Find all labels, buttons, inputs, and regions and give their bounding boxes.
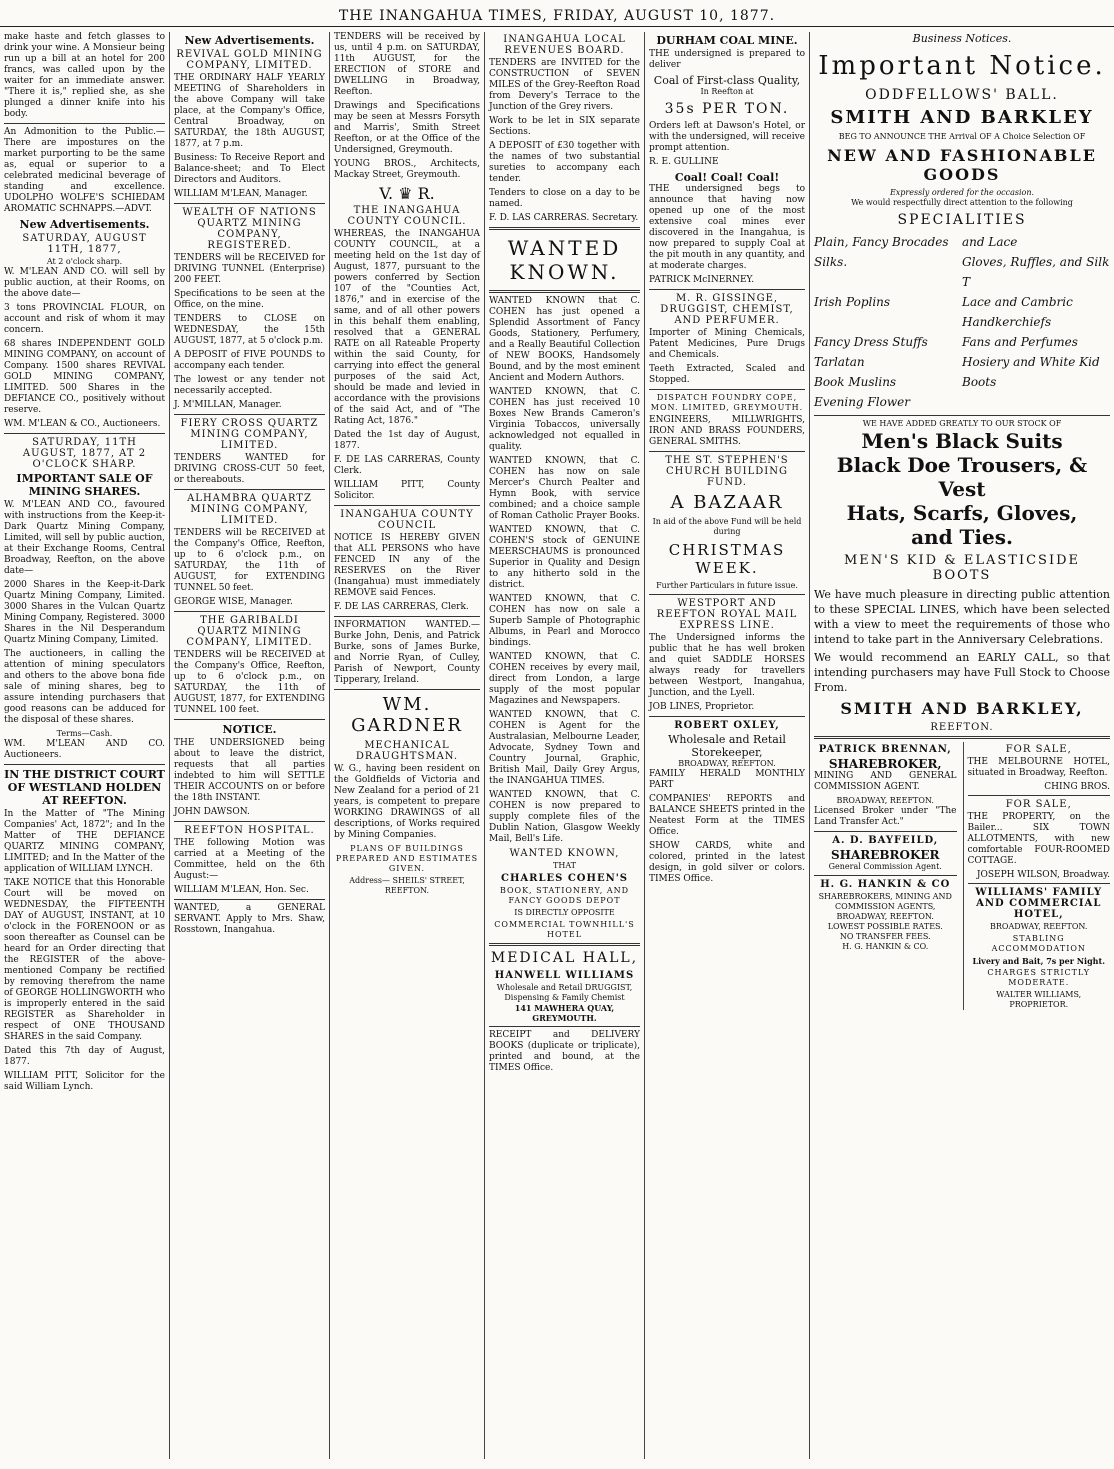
melbourne-hotel: THE MELBOURNE HOTEL, situated in Broadway, Reefton. [967,757,1110,778]
auction-intro-2: W. M'LEAN AND CO., favoured with instructions from the Keep-it-Dark Quartz Mining Company, Limited, will sell by public auction, at their Exchange Rooms, Central Broadway, Reefton, on the above date— [4,500,165,576]
divider [489,290,640,293]
hotel-line: COMMERCIAL TOWNHILL'S HOTEL [494,920,635,939]
auction-flour: 3 tons PROVINCIAL FLOUR, on account and risk of whom it may concern. [4,303,165,335]
tender-notice: TENDERS will be RECEIVED for DRIVING TUNNEL (Enterprise) 200 FEET. [174,253,325,285]
auction-shares-2: 2000 Shares in the Keep-it-Dark Quartz Mining Company, Limited. 3000 Shares in the Vulcan Quartz Mining Company, Registered. 3000 Shares in the Nil Desperandum Quartz Mining Company, Limited. [4,580,165,645]
plans-line: PLANS OF BUILDINGS PREPARED AND ESTIMATES GIVEN. [335,844,479,873]
column-1 [0,32,170,1459]
lowest-rates: LOWEST POSSIBLE RATES. [827,922,943,931]
engineers-line: ENGINEERS, MILLWRIGHTS, IRON AND BRASS FOUNDERS, GENERAL SMITHS. [649,415,805,447]
divider [814,875,957,876]
in-reefton: In Reefton at [700,87,754,96]
gissinge-heading: M. R. GISSINGE, DRUGGIST, CHEMIST, AND PERFUMER. [660,293,794,326]
wanted-8: WANTED KNOWN, that C. COHEN is now prepared to supply complete files of the Dublin Nation, Glasgow Weekly Mail, Bell's Life. [489,790,640,844]
speciality-item: Evening Flower [814,395,910,409]
auction-shares: 68 shares INDEPENDENT GOLD MINING COMPANY, on account of Company. 1500 shares REVIVAL GOLD MINING COMPANY, LIMITED. 500 Shares in the DEFIANCE CO., positively without reserve. [4,339,165,415]
tender-notice-3: TENDERS will be RECEIVED at the Company's Office, Reefton, up to 6 o'clock p.m., on SATURDAY, the 11th of AUGUST, for EXTENDING TUNNEL 50 feet. [174,528,325,593]
auction-time: At 2 o'clock sharp. [46,257,123,266]
stabling: STABLING ACCOMMODATION [991,934,1086,953]
bazaar-heading: A BAZAAR [670,492,784,513]
board-close: Tenders to close on a day to be named. [489,188,640,209]
hankin-signature: H. G. HANKIN & CO. [842,942,929,951]
close-note: TENDERS to CLOSE on WEDNESDAY, the 15th AUGUST, 1877, at 5 o'clock p.m. [174,314,325,346]
speciality-item: Fans and Perfumes [962,335,1078,349]
speciality-item [962,392,1110,412]
road-tenders: TENDERS are INVITED for the CONSTRUCTION of SEVEN MILES of the Grey-Reefton Road from Devery's Terrace to the Junction of the Grey rivers. [489,58,640,112]
wanted-5: WANTED KNOWN, that C. COHEN has now on sale a Superb Sample of Photographic Albums, in Pearl and Morocco bindings. [489,594,640,648]
council-heading-2: INANGAHUA COUNTY COUNCIL [340,509,474,531]
architect-signature: YOUNG BROS., Architects, Mackay Street, Greymouth. [334,159,480,180]
fence-notice: NOTICE IS HEREBY GIVEN that ALL PERSONS who have FENCED IN any of the RESERVES on the River (Inangahua) must immediately REMOVE said Fences. [334,533,480,598]
show-cards: SHOW CARDS, white and colored, printed in the latest design, in gold silver or colors. TIMES Office. [649,841,805,884]
gissinge-text: Importer of Mining Chemicals, Patent Medicines, Pure Drugs and Chemicals. [649,328,805,360]
council-dated: Dated the 1st day of August, 1877. [334,430,480,451]
admonition: An Admonition to the Public.—There are impostures on the market purporting to be the same as, equal or superior to a celebrated medicinal beverage of standing and excellence. UDOLPHO WOLFE'S SCHIEDAM AROMATIC SCHNAPPS.—ADVT. [4,127,165,214]
divider [174,899,325,900]
hankin-address: BROADWAY, REEFTON. [836,912,934,921]
divider [489,943,640,946]
column-4 [485,32,645,1459]
expressly: Expressly ordered for the occasion. [889,188,1035,197]
column-2 [170,32,330,1459]
top-rule [0,26,1114,27]
mens-hats: Hats, Scarfs, Gloves, [846,501,1078,525]
durham-heading: DURHAM COAL MINE. [656,34,798,47]
wealth-heading: WEALTH OF NATIONS QUARTZ MINING COMPANY, REGISTERED. [182,207,317,251]
wilson-signature: JOSEPH WILSON, Broadway. [976,870,1110,880]
dawson-notice: THE UNDERSIGNED being about to leave the district, requests that all parties indebted to him will SETTLE THEIR ACCOUNTS on or before the 18th INSTANT. [174,738,325,803]
auction-date: SATURDAY, AUGUST 11TH, 1877, [22,233,147,255]
church-heading: THE ST. STEPHEN'S CHURCH BUILDING FUND. [665,455,789,488]
section-heading: New Advertisements. [19,218,150,231]
divider [814,415,1110,416]
divider [174,611,325,612]
for-sale-2: FOR SALE, [1005,799,1072,810]
notice-heading: NOTICE. [222,723,277,736]
clerk-signature-2: F. DE LAS CARRERAS, Clerk. [334,602,469,612]
crest-icon: V. ♛ R. [379,184,435,203]
pleasure-text: We have much pleasure in directing public attention to these SPECIAL LINES, which have been selected with a view to meet the requirements of those who intend to take part in the Anniversary Celebrations. [814,588,1110,646]
gardner-address: Address— SHEILS' STREET, REEFTON. [349,876,465,895]
divider [649,451,805,452]
livery: Livery and Bait, 7s per Night. [972,956,1105,966]
court-matter: In the Matter of "The Mining Companies' Act, 1872"; and In the Matter of THE DEFIANCE QUARTZ MINING COMPANY, LIMITED; and In the Matter of the application of WILLIAM LYNCH. [4,809,165,874]
divider [4,764,165,765]
quay-address: 141 MAWHERA QUAY, GREYMOUTH. [514,1003,615,1023]
oxley-address: BROADWAY, REEFTON. [678,759,776,768]
hospital-signature: WILLIAM M'LEAN, Hon. Sec. [174,885,309,895]
divider [968,883,1111,884]
manager-signature-3: GEORGE WISE, Manager. [174,597,293,607]
wanted-7: WANTED KNOWN, that C. COHEN is Agent for the Australasian, Melbourne Leader, Advocate, Sydney Town and Country Journal, Graphic, British Mail, Daily Grey Argus, the INANGAHUA TIMES. [489,710,640,786]
column-6 [810,32,1114,1459]
mens-boots: MEN'S KID & ELASTICSIDE BOOTS [843,553,1081,583]
draughtsman: MECHANICAL DRAUGHTSMAN. [355,740,459,762]
receipt-books: RECEIPT and DELIVERY BOOKS (duplicate or triplicate), printed and bound, at the TIMES Office. [489,1030,640,1073]
mail-heading: WESTPORT AND REEFTON ROYAL MAIL EXPRESS LINE. [656,598,798,631]
manager-signature: WILLIAM M'LEAN, Manager. [174,189,308,199]
business-notices: Business Notices. [912,32,1012,45]
speciality-item: Tarlatan [814,355,865,369]
store-tenders: TENDERS will be received by us, until 4 p.m. on SATURDAY, 11th AUGUST, for the ERECTION of STORE and DWELLING in Broadway, Reefton. [334,32,480,97]
hospital-notice: THE following Motion was carried at a Meeting of the Committee, held on the 6th August:— [174,838,325,881]
auctioneer-signature: WM. M'LEAN & CO., Auctioneers. [4,419,161,429]
mens-trousers: Black Doe Trousers, & Vest [836,453,1088,501]
oddfellows-ball: ODDFELLOWS' BALL. [865,87,1059,103]
solicitor-signature: WILLIAM PITT, County Solicitor. [334,480,480,501]
terms: Terms—Cash. [56,729,113,738]
speciality-item: and Lace [962,235,1018,249]
williams-hotel: WILLIAMS' FAMILY AND COMMERCIAL HOTEL, [975,887,1103,920]
divider [334,616,480,617]
important-sale-heading: IMPORTANT SALE OF MINING SHARES. [16,472,153,498]
hankin-name: H. G. HANKIN & CO [820,879,951,890]
divider [174,414,325,415]
speciality-item: Lace and Cambric Handkerchiefs [962,295,1073,329]
speciality-item: Book Muslins [814,375,897,389]
gulline-signature: R. E. GULLINE [649,157,719,167]
court-heading: IN THE DISTRICT COURT OF WESTLAND HOLDEN AT REEFTON. [4,768,165,807]
speciality-item: Boots [962,375,997,389]
divider [489,227,640,230]
wanted-1: WANTED KNOWN that C. COHEN has just opened a Splendid Assortment of Fancy Goods, Stationery, Perfumery, and a Really Beautiful Collection of NEW BOOKS, Handsomely Bound, and by the most eminent Ancient and Modern Authors. [489,296,640,383]
bayfeild-name: A. D. BAYFEILD, [832,835,939,846]
companies-reports: COMPANIES' REPORTS and BALANCE SHEETS printed in the Neatest Form at the TIMES Office. [649,794,805,837]
clerk-signature: F. DE LAS CARRERAS, County Clerk. [334,455,480,476]
wanted-2: WANTED KNOWN, that C. COHEN has just received 10 Boxes New Brands Cameron's Virginia Tobaccos, universally acknowledged not equalled in quality. [489,387,640,452]
speciality-item: Hosiery and White Kid [962,355,1100,369]
that-line: THAT [553,861,576,870]
divider [174,719,325,720]
divider [814,831,957,832]
column-3 [330,32,485,1459]
specialities-heading: SPECIALITIES [897,212,1027,228]
mens-suits: Men's Black Suits [861,429,1063,453]
wanted-6: WANTED KNOWN, that C. COHEN receives by every mail, direct from London, a large supply of the most popular Magazines and Newspapers. [489,652,640,706]
reefton-line: REEFTON. [930,722,994,733]
column-5 [645,32,810,1459]
tender-notice-2: TENDERS WANTED for DRIVING CROSS-CUT 50 feet, or thereabouts. [174,453,325,485]
fiery-heading: FIERY CROSS QUARTZ MINING COMPANY, LIMITED. [180,418,319,451]
deposit-note: A DEPOSIT of FIVE POUNDS to accompany each tender. [174,350,325,371]
speciality-item: Irish Poplins [814,295,891,309]
speciality-item: Gloves, Ruffles, and Silk T [962,255,1110,289]
recommend-text: We would recommend an EARLY CALL, so that intending purchasers may have Full Stock to Choose From. [814,651,1110,694]
section-heading: New Advertisements. [184,34,315,47]
manager-signature-2: J. M'MILLAN, Manager. [174,400,282,410]
auctioneer-signature-2: WM. M'LEAN AND CO. Auctioneers. [4,739,165,760]
divider [4,123,165,124]
important-notice: Important Notice. [818,51,1106,81]
druggist-line: Wholesale and Retail DRUGGIST, Dispensing & Family Chemist [496,983,633,1002]
cohen-name: CHARLES COHEN'S [501,873,628,884]
mcinerney-signature: PATRICK McINERNEY. [649,275,755,285]
lowest-note: The lowest or any tender not necessarily accepted. [174,375,325,396]
brennan-address: BROADWAY, REEFTON. [836,796,934,805]
speciality-item: Silks. [814,255,848,269]
bottom-right-ads [963,742,1111,1010]
story-intro: make haste and fetch glasses to drink your wine. A Monsieur being run up a bill at an hotel for 200 francs, was called upon by the waiter for an immediate answer. "There it is," replied she, as she plunged a dinner knife into his body. [4,32,165,119]
for-sale: FOR SALE, [1005,744,1072,755]
bottom-ads [814,742,1110,1010]
meeting-notice: THE ORDINARY HALF YEARLY MEETING of Shareholders in the above Company will take place, at the Company's Office, Central Broadway, on SATURDAY, the 18th AUGUST, 1877, at 7 p.m. [174,73,325,149]
mail-text: The Undersigned informs the public that he has well broken and quiet SADDLE HORSES always ready for travellers between Westport, Inangahua, Junction, and the Lyell. [649,633,805,698]
work-sections: Work to be let in SIX separate Sections. [489,116,640,137]
divider [649,594,805,595]
servant-wanted: WANTED, a GENERAL SERVANT. Apply to Mrs. Shaw, Rosstown, Inangahua. [174,903,325,935]
smith-barkley: SMITH AND BARKLEY [830,107,1094,128]
board-heading: INANGAHUA LOCAL REVENUES BOARD. [503,34,626,56]
specialities-list [814,232,1110,412]
masthead: THE INANGAHUA TIMES, FRIDAY, AUGUST 10, 1877. [338,8,776,24]
mcinerney-notice: THE undersigned begs to announce that having now opened up one of the most extensive coal mines ever discovered in the Inangahua, is now prepared to supply Coal at the pit mouth in any quantity, and at moderate charges. [649,184,805,271]
coal-quality: Coal of First-class Quality, [653,74,801,87]
solicitor-signature: WILLIAM PITT, Solicitor for the said William Lynch. [4,1071,165,1092]
divider [814,736,1110,739]
licensed-broker: Licensed Broker under "The Land Transfer Act." [814,806,957,827]
divider [334,689,480,690]
auction-date-2: SATURDAY, 11TH AUGUST, 1877, AT 2 O'CLOCK SHARP. [22,437,147,470]
alhambra-heading: ALHAMBRA QUARTZ MINING COMPANY, LIMITED. [187,493,312,526]
council-heading: THE INANGAHUA COUNTY COUNCIL. [347,205,467,227]
no-transfer-fees: NO TRANSFER FEES. [839,932,931,941]
brennan-name: PATRICK BRENNAN, [818,744,952,755]
new-goods: NEW AND FASHIONABLE GOODS [827,146,1097,184]
added-stock: WE HAVE ADDED GREATLY TO OUR STOCK OF [862,419,1062,428]
further-particulars: Further Particulars in future issue. [656,581,798,590]
divider [968,795,1111,796]
court-notice: TAKE NOTICE that this Honorable Court will be moved on WEDNESDAY, the FIFTEENTH DAY of AUGUST, INSTANT, at 10 o'clock in the FORENOON or as soon thereafter as Counsel can be heard for an Order directing that the REGISTER of the above-mentioned Company be rectified by removing therefrom the name of GEORGE HOLLINGWORTH who is improperly entered in the said REGISTER as Shareholder in respect of ONE THOUSAND SHARES in the said Company. [4,878,165,1042]
divider [649,716,805,717]
wanted-4: WANTED KNOWN, that C. COHEN'S stock of GENUINE MEERSCHAUMS is pronounced Superior in Quality and Design to any hitherto sold in the district. [489,525,640,590]
coal-prep: THE undersigned is prepared to deliver [649,49,805,70]
council-resolution: WHEREAS, the INANGAHUA COUNTY COUNCIL, at a meeting held on the 1st day of August, 1877, pursuant to the powers conferred by Section 107 of the "Counties Act, 1876," and in exercise of the same, and of all other powers in this behalf them enabling, resolved that a GENERAL RATE on all Rateable Property within the said County, for carrying into effect the general purposes of the said Act, should be made and levied in accordance with the provisions of the said Act, and of "The Rating Act, 1876." [334,229,480,426]
divider [649,289,805,290]
hospital-heading: REEFTON HOSPITAL. [184,825,315,836]
auctioneer-note: The auctioneers, in calling the attention of mining speculators and others to the above bona fide sale of mining shares, beg to assure intending purchasers that good reasons can be adduced for the disposal of these shares. [4,649,165,725]
divider [649,389,805,390]
divider [4,433,165,434]
drawings-note: Drawings and Specifications may be seen at Messrs Forsyth and Marris', Smith Street Reefton, or at the Office of the Undersigned, Greymouth. [334,101,480,155]
williams-name: HANWELL WILLIAMS [494,970,635,981]
board-deposit: A DEPOSIT of £30 together with the names of two substantial sureties to accompany each tender. [489,141,640,184]
divider [174,821,325,822]
hankin-sub: SHAREBROKERS, MINING AND COMMISSION AGENTS, [818,892,952,911]
depot-line: BOOK, STATIONERY, AND FANCY GOODS DEPOT [499,886,630,905]
secretary-signature: F. D. LAS CARRERAS. Secretary. [489,213,639,223]
garibaldi-heading: THE GARIBALDI QUARTZ MINING COMPANY, LIMITED. [186,615,313,648]
williams-address: BROADWAY, REEFTON. [990,922,1088,931]
revival-heading: REVIVAL GOLD MINING COMPANY, LIMITED. [176,49,323,71]
gardner-text: W. G., having been resident on the Goldfields of Victoria and New Zealand for a period of 21 years, is competent to prepare WORKING DRAWINGS of all descriptions, of Works required by Mining Companies. [334,764,480,840]
gardner-name: WM. GARDNER [351,694,463,736]
ching-bros: CHING BROS. [1044,782,1110,792]
lines-signature: JOB LINES, Proprietor. [649,702,755,712]
wanted-3: WANTED KNOWN, that C. COHEN has now on sale Mercer's Church Pealter and Hymn Book, with service combined; and a choice sample of Roman Catholic Prayer Books. [489,456,640,521]
meeting-business: Business: To Receive Report and Balance-sheet; and To Elect Directors and Auditors. [174,153,325,185]
charges: CHARGES STRICTLY MODERATE. [987,968,1091,987]
commission-agent: General Commission Agent. [828,862,942,871]
christmas-week: CHRISTMAS WEEK. [668,541,786,577]
divider [489,1026,640,1027]
teeth-line: Teeth Extracted, Scaled and Stopped. [649,364,805,385]
auction-intro: W. M'LEAN AND CO. will sell by public auction, at their Rooms, on the above date— [4,267,165,299]
announce: BEG TO ANNOUNCE THE Arrival OF A Choice Selection OF [838,132,1086,141]
mens-ties: and Ties. [911,525,1013,549]
divider [174,489,325,490]
sharebroker: SHAREBROKER, [828,757,942,771]
coal-coal: Coal! Coal! Coal! [674,171,780,184]
smith-barkley-2: SMITH AND BARKLEY, [840,699,1084,718]
family-herald: FAMILY HERALD MONTHLY PART [649,769,805,790]
court-dated: Dated this 7th day of August, 1877. [4,1046,165,1067]
direct-attention: We would respectfully direct attention to the following [851,198,1073,207]
coal-orders: Orders left at Dawson's Hotel, or with the undersigned, will receive prompt attention. [649,121,805,153]
coal-price: 35s PER TON. [664,101,790,117]
wanted-known-2: WANTED KNOWN, [509,848,620,859]
opposite-line: IS DIRECTLY OPPOSITE [514,908,615,917]
speciality-item: Plain, Fancy Brocades [814,235,949,249]
spec-note: Specifications to be seen at the Office, on the mine. [174,289,325,310]
dawson-signature: JOHN DAWSON. [174,807,250,817]
sharebroker-2: SHAREBROKER [830,848,940,862]
property-sale: THE PROPERTY, on the Bailer... SIX TOWN ALLOTMENTS, with new comfortable FOUR-ROOMED COTTAGE. [967,812,1110,866]
tender-notice-4: TENDERS will be RECEIVED at the Company's Office, Reefton, up to 6 o'clock p.m., on SATURDAY, the 11th of AUGUST, 1877, for EXTENDING TUNNEL 100 feet. [174,650,325,715]
oxley-name: ROBERT OXLEY, [674,720,780,731]
speciality-item: Fancy Dress Stuffs [814,335,928,349]
mining-agent: MINING AND GENERAL COMMISSION AGENT. [814,771,957,792]
information-wanted: INFORMATION WANTED.—Burke John, Denis, and Patrick Burke, sons of James Burke, and Norrie Ryan, of Culley, Parish of Newport, County Tipperary, Ireland. [334,620,480,685]
wanted-known-heading: WANTED KNOWN. [507,236,622,284]
foundry-heading: DISPATCH FOUNDRY COPE, MON. LIMITED, GREYMOUTH. [650,393,804,412]
divider [174,203,325,204]
storekeeper: Wholesale and Retail Storekeeper, [668,733,786,759]
medical-hall: MEDICAL HALL, [490,950,639,966]
walter-williams: WALTER WILLIAMS, PROPRIETOR. [996,990,1082,1009]
divider [334,505,480,506]
bottom-left-ads [814,742,957,1010]
bazaar-aid: In aid of the above Fund will be held during [652,517,802,536]
